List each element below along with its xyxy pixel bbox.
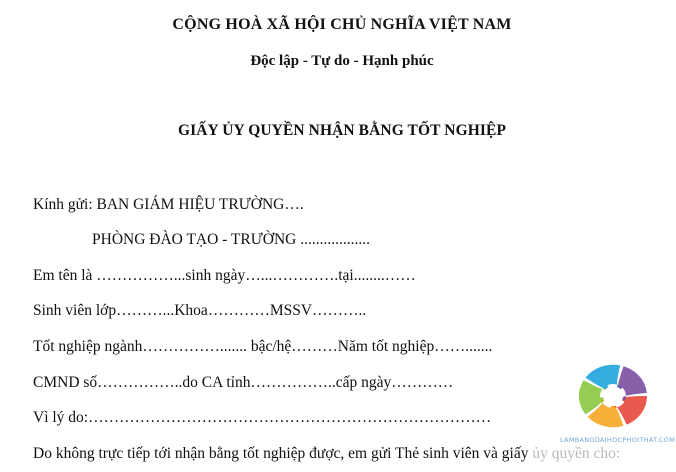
recipient-department-line: PHÒNG ĐÀO TẠO - TRƯỜNG .................. (92, 231, 370, 248)
recipient-line: Kính gửi: BAN GIÁM HIỆU TRƯỜNG…. (33, 196, 304, 213)
reason-line: Vì lý do:…………………………………………………………………… (33, 409, 492, 426)
id-card-line: CMND số……………..do CA tỉnh……………..cấp ngày………… (33, 374, 454, 391)
nation-header: CỘNG HOÀ XÃ HỘI CHỦ NGHĨA VIỆT NAM (172, 16, 512, 33)
document-title: GIẤY ỦY QUYỀN NHẬN BẰNG TỐT NGHIỆP (177, 122, 507, 139)
class-faculty-line: Sinh viên lớp………...Khoa…………MSSV……….. (33, 302, 367, 319)
authorization-text: Do không trực tiếp tới nhận bằng tốt nghiệp được, em gửi Thẻ sinh viên và giấy (33, 445, 533, 462)
major-degree-line: Tốt nghiệp ngành……………....... bậc/hệ………Năm tốt nghiệp……....... (33, 338, 493, 355)
name-birth-line: Em tên là ……………...sinh ngày…...………….tại........…… (33, 267, 416, 284)
motto-header: Độc lập - Tự do - Hạnh phúc (250, 53, 434, 69)
circular-swirl-logo-icon (573, 360, 653, 432)
logo-center (603, 386, 623, 406)
watermark-text: LAMBANGDAIHOCPHOITHAT.COM (560, 436, 676, 444)
authorization-line (33, 445, 620, 463)
authorization-text-faded: ủy quyền cho: (532, 445, 621, 462)
